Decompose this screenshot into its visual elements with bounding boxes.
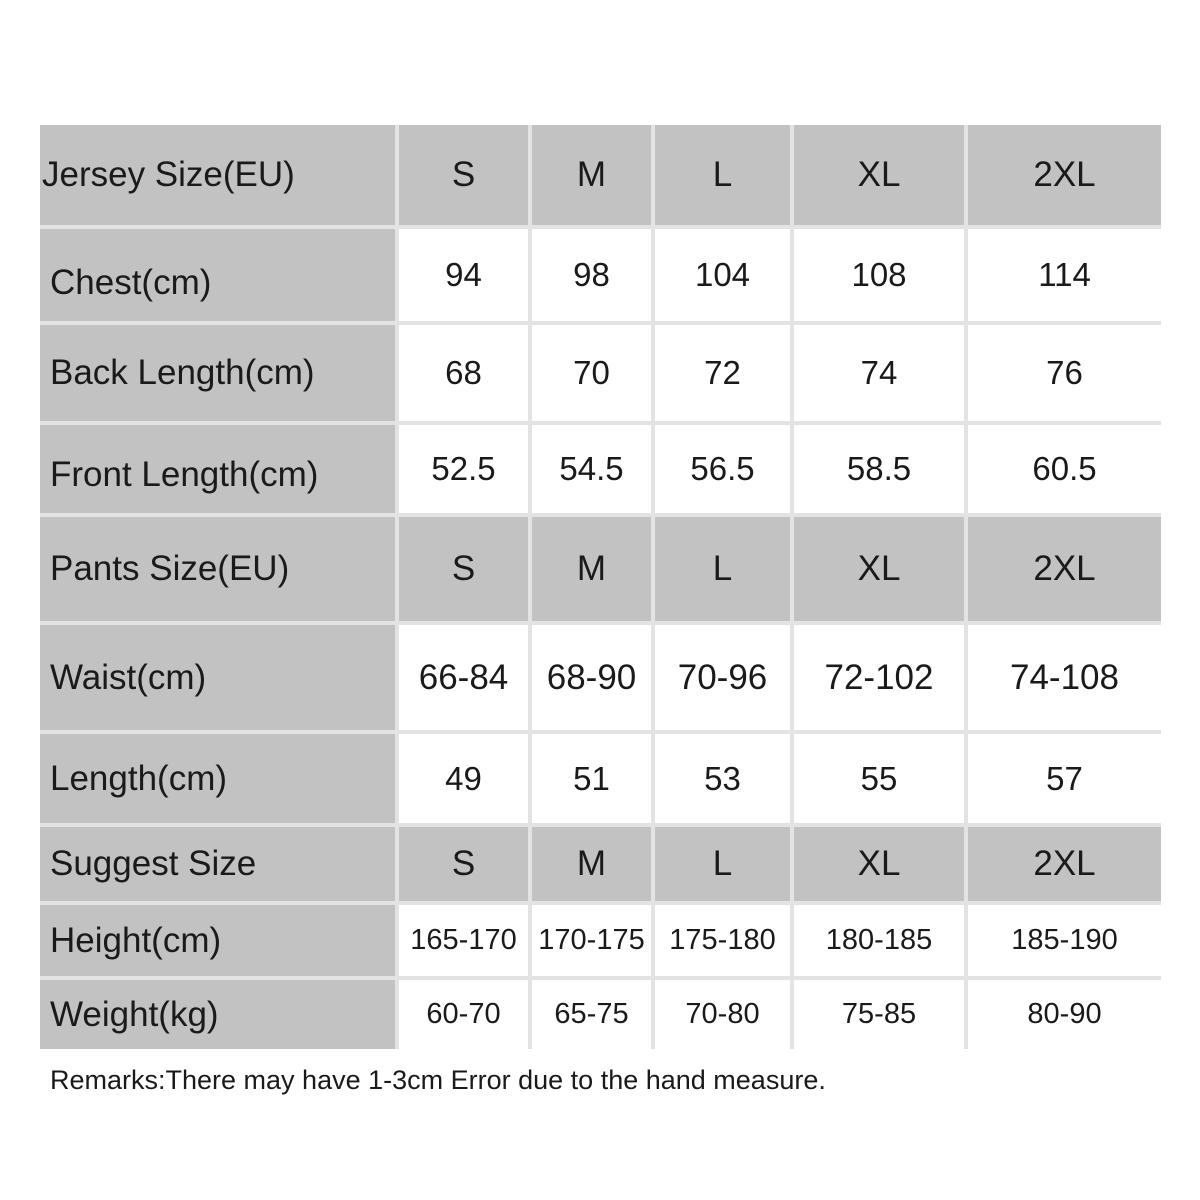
- value-cell: 58.5: [794, 425, 964, 513]
- value-cell: 108: [794, 229, 964, 321]
- remarks-note: Remarks:There may have 1-3cm Error due to the hand measure.: [50, 1065, 826, 1095]
- size-header-cell: L: [655, 517, 790, 621]
- section-header-label: Jersey Size(EU): [40, 125, 395, 225]
- value-cell: 94: [399, 229, 528, 321]
- value-cell: 74: [794, 325, 964, 421]
- value-cell: 68-90: [532, 625, 651, 730]
- size-chart-table: [40, 125, 1161, 1049]
- value-cell: 55: [794, 734, 964, 823]
- size-header-cell: 2XL: [968, 827, 1161, 901]
- size-header-cell: M: [532, 827, 651, 901]
- value-cell: 76: [968, 325, 1161, 421]
- size-header-cell: S: [399, 517, 528, 621]
- row-label: Length(cm): [40, 734, 395, 823]
- size-header-cell: L: [655, 125, 790, 225]
- value-cell: 72: [655, 325, 790, 421]
- row-label: Height(cm): [40, 905, 395, 976]
- value-cell: 175-180: [655, 905, 790, 976]
- value-cell: 53: [655, 734, 790, 823]
- size-header-cell: M: [532, 125, 651, 225]
- row-label: Chest(cm): [40, 229, 395, 321]
- row-label: Waist(cm): [40, 625, 395, 730]
- value-cell: 66-84: [399, 625, 528, 730]
- size-header-cell: S: [399, 827, 528, 901]
- section-header-label: Pants Size(EU): [40, 517, 395, 621]
- size-header-cell: M: [532, 517, 651, 621]
- size-header-cell: 2XL: [968, 125, 1161, 225]
- value-cell: 60.5: [968, 425, 1161, 513]
- size-header-cell: XL: [794, 125, 964, 225]
- value-cell: 104: [655, 229, 790, 321]
- value-cell: 74-108: [968, 625, 1161, 730]
- value-cell: 56.5: [655, 425, 790, 513]
- value-cell: 165-170: [399, 905, 528, 976]
- value-cell: 60-70: [399, 980, 528, 1049]
- value-cell: 72-102: [794, 625, 964, 730]
- row-label: Weight(kg): [40, 980, 395, 1049]
- value-cell: 49: [399, 734, 528, 823]
- value-cell: 52.5: [399, 425, 528, 513]
- value-cell: 180-185: [794, 905, 964, 976]
- value-cell: 68: [399, 325, 528, 421]
- value-cell: 70: [532, 325, 651, 421]
- value-cell: 185-190: [968, 905, 1161, 976]
- value-cell: 170-175: [532, 905, 651, 976]
- row-label: Back Length(cm): [40, 325, 395, 421]
- size-header-cell: 2XL: [968, 517, 1161, 621]
- size-header-cell: S: [399, 125, 528, 225]
- value-cell: 65-75: [532, 980, 651, 1049]
- row-label: Front Length(cm): [40, 425, 395, 513]
- size-header-cell: L: [655, 827, 790, 901]
- value-cell: 98: [532, 229, 651, 321]
- value-cell: 70-80: [655, 980, 790, 1049]
- size-header-cell: XL: [794, 517, 964, 621]
- value-cell: 114: [968, 229, 1161, 321]
- value-cell: 80-90: [968, 980, 1161, 1049]
- value-cell: 57: [968, 734, 1161, 823]
- size-header-cell: XL: [794, 827, 964, 901]
- value-cell: 54.5: [532, 425, 651, 513]
- section-header-label: Suggest Size: [40, 827, 395, 901]
- value-cell: 75-85: [794, 980, 964, 1049]
- value-cell: 70-96: [655, 625, 790, 730]
- value-cell: 51: [532, 734, 651, 823]
